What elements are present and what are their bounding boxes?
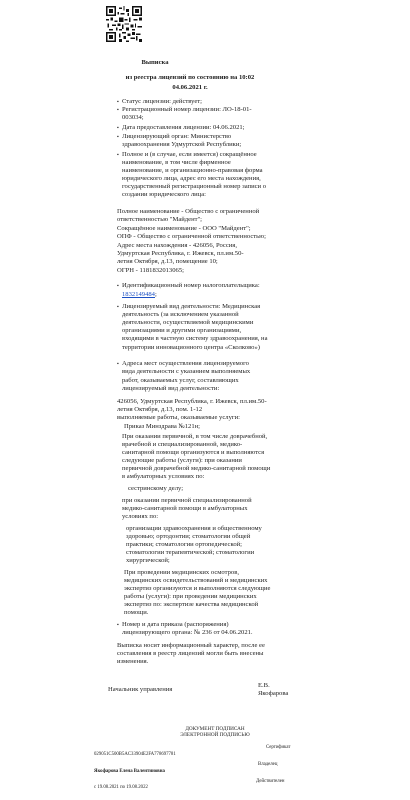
addr-4: лицензируемый вид деятельности: xyxy=(122,385,220,392)
document-subtitle: из реестра лицензий по состоянию на 10:02 xyxy=(125,74,255,81)
service-8: при оказании первичной специализированной xyxy=(122,497,252,504)
licensing-body-cont: здравоохранения Удмуртской Республики; xyxy=(122,141,242,148)
bullet: ▪ xyxy=(117,284,119,289)
org-address-cont-2: летия Октября, д.13, помещение 10; xyxy=(117,258,218,265)
inn-line: 1832149484; xyxy=(122,291,157,298)
addr-7: выполняемые работы, оказываемые услуги: xyxy=(117,414,240,421)
bullet: ▪ xyxy=(117,153,119,158)
activity-1: Лицензируемый вид деятельности: Медицинская xyxy=(122,303,261,310)
document-title: Выписка xyxy=(141,59,169,66)
service-12: здоровью; ортодонтии; стоматологии общей xyxy=(126,533,251,540)
bullet: ▪ xyxy=(117,126,119,131)
inn-link[interactable]: 1832149484 xyxy=(122,291,155,298)
bullet: ▪ xyxy=(117,135,119,140)
activity-6: территории инновационного центра «Сколково») xyxy=(122,344,260,351)
fullname-heading-1: Полное и (в случае, если имеется) сокращённое xyxy=(122,151,257,158)
service-11: организации здравоохранения и общественному xyxy=(126,525,262,532)
order-2: лицензирующего органа: № 236 от 04.06.2021. xyxy=(122,629,253,636)
activity-3: деятельности, осуществляемой медицинскими xyxy=(122,319,254,326)
addr-2: вида деятельности с указанием выполняемых xyxy=(122,368,251,375)
registration-number-cont: 003034; xyxy=(122,114,144,121)
service-20: экспертиз по: экспертизе качества медицинской xyxy=(124,601,259,608)
fullname-heading-5: государственный регистрационный номер записи о xyxy=(122,183,267,190)
addr-3: работ, оказываемых услуг, составляющих xyxy=(122,377,239,384)
note-3: изменения. xyxy=(117,658,149,665)
activity-5: входящими в частную систему здравоохранения, на xyxy=(122,335,268,342)
registration-number: Регистрационный номер лицензии: ЛО-18-01- xyxy=(122,106,252,113)
org-address: Адрес места нахождения - 426056, Россия, xyxy=(117,242,237,249)
fullname-heading-2: наименование, в том числе фирменное xyxy=(122,159,231,166)
bullet: ▪ xyxy=(117,623,119,628)
org-ogrn: ОГРН - 1181832013065; xyxy=(117,267,184,274)
inn-label: Идентификационный номер налогоплательщика: xyxy=(122,282,260,289)
stamp-subtitle: ЭЛЕКТРОННОЙ ПОДПИСЬЮ xyxy=(180,732,250,738)
service-15: хирургической; xyxy=(126,557,170,564)
signer-position: Начальник управления xyxy=(108,686,173,693)
service-4: следующие работы (услуги): при оказании xyxy=(122,457,242,464)
stamp-owner-label: Владелец xyxy=(258,762,278,767)
fullname-heading-4: юридического лица, адрес его места нахождения, xyxy=(122,175,261,182)
addr-8: Приказ Минздрава №121н; xyxy=(124,423,200,430)
stamp-cert-label: Сертификат xyxy=(266,745,291,750)
qr-code xyxy=(106,6,142,42)
order-1: Номер и дата приказа (распоряжения) xyxy=(122,621,229,628)
service-2: врачебной и специализированной, медико- xyxy=(122,441,243,448)
addr-6: летия Октября, д.13, пом. 1-12 xyxy=(117,406,203,413)
addr-5: 426056, Удмуртская Республика, г. Ижевск, пл.им.50- xyxy=(117,398,267,405)
stamp-valid: с 19.08.2021 по 19.08.2022 xyxy=(94,785,148,790)
activity-2: деятельность (за исключением указанной xyxy=(122,311,239,318)
service-17: медицинских освидетельствований и медицинских xyxy=(124,577,268,584)
service-5: первичной доврачебной медико-санитарной помощи xyxy=(122,465,271,472)
fullname-heading-6: создании юридического лица: xyxy=(122,191,206,198)
note-1: Выписка носит информационный характер, после ее xyxy=(117,642,265,649)
stamp-cert-number: 029051C500B5AC33904E2FA778697781 xyxy=(94,752,176,757)
bullet: ▪ xyxy=(117,362,119,367)
license-status: Статус лицензии: действует; xyxy=(122,98,202,105)
addr-1: Адреса мест осуществления лицензируемого xyxy=(122,360,249,367)
bullet: ▪ xyxy=(117,108,119,113)
service-19: работы (услуги): при проведении медицинских xyxy=(124,593,257,600)
org-legal-form: ОПФ - Общество с ограниченной ответственностью; xyxy=(117,233,266,240)
service-16: При проведении медицинских осмотров, xyxy=(124,569,239,576)
signer-surname: Якофарова xyxy=(258,690,289,697)
service-13: практики; стоматологии ортопедической; xyxy=(126,541,242,548)
org-full-name: Полное наименование - Общество с ограниченной xyxy=(117,208,260,215)
document-date: 04.06.2021 г. xyxy=(172,84,208,91)
service-1: При оказании первичной, в том числе доврачебной, xyxy=(122,433,268,440)
org-address-cont-1: Удмуртская Республика, г. Ижевск, пл.им.50- xyxy=(117,250,244,257)
org-short-name: Сокращённое наименование - ООО "Майдент"; xyxy=(117,225,251,232)
bullet: ▪ xyxy=(117,305,119,310)
fullname-heading-3: наименование, и организационно-правовая форма xyxy=(122,167,263,174)
service-9: медико-санитарной помощи в амбулаторных xyxy=(122,505,248,512)
service-18: экспертиз организуются и выполняются следующие xyxy=(124,585,271,592)
license-date: Дата предоставления лицензии: 04.06.2021; xyxy=(122,124,245,131)
service-14: стоматологии терапевтической; стоматологии xyxy=(126,549,255,556)
signer-initials: Е.В. xyxy=(258,682,270,689)
service-3: санитарной помощи организуются и выполняются xyxy=(122,449,265,456)
licensing-body: Лицензирующий орган: Министерство xyxy=(122,133,232,140)
service-7: сестринскому делу; xyxy=(128,485,184,492)
service-10: условиях по: xyxy=(122,513,159,520)
service-6: в амбулаторных условиях по: xyxy=(122,473,205,480)
stamp-valid-label: Действителен xyxy=(256,779,285,784)
bullet: ▪ xyxy=(117,100,119,105)
activity-4: организациями и другими организациями, xyxy=(122,327,242,334)
stamp-owner: Якофарова Елена Валентиновна xyxy=(94,769,165,774)
stamp-title: ДОКУМЕНТ ПОДПИСАН xyxy=(185,726,245,732)
note-2: составления в реестр лицензий могли быть внесены xyxy=(117,650,264,657)
org-full-name-cont: ответственностью "Майдент"; xyxy=(117,216,202,223)
service-21: помощи. xyxy=(124,609,149,616)
